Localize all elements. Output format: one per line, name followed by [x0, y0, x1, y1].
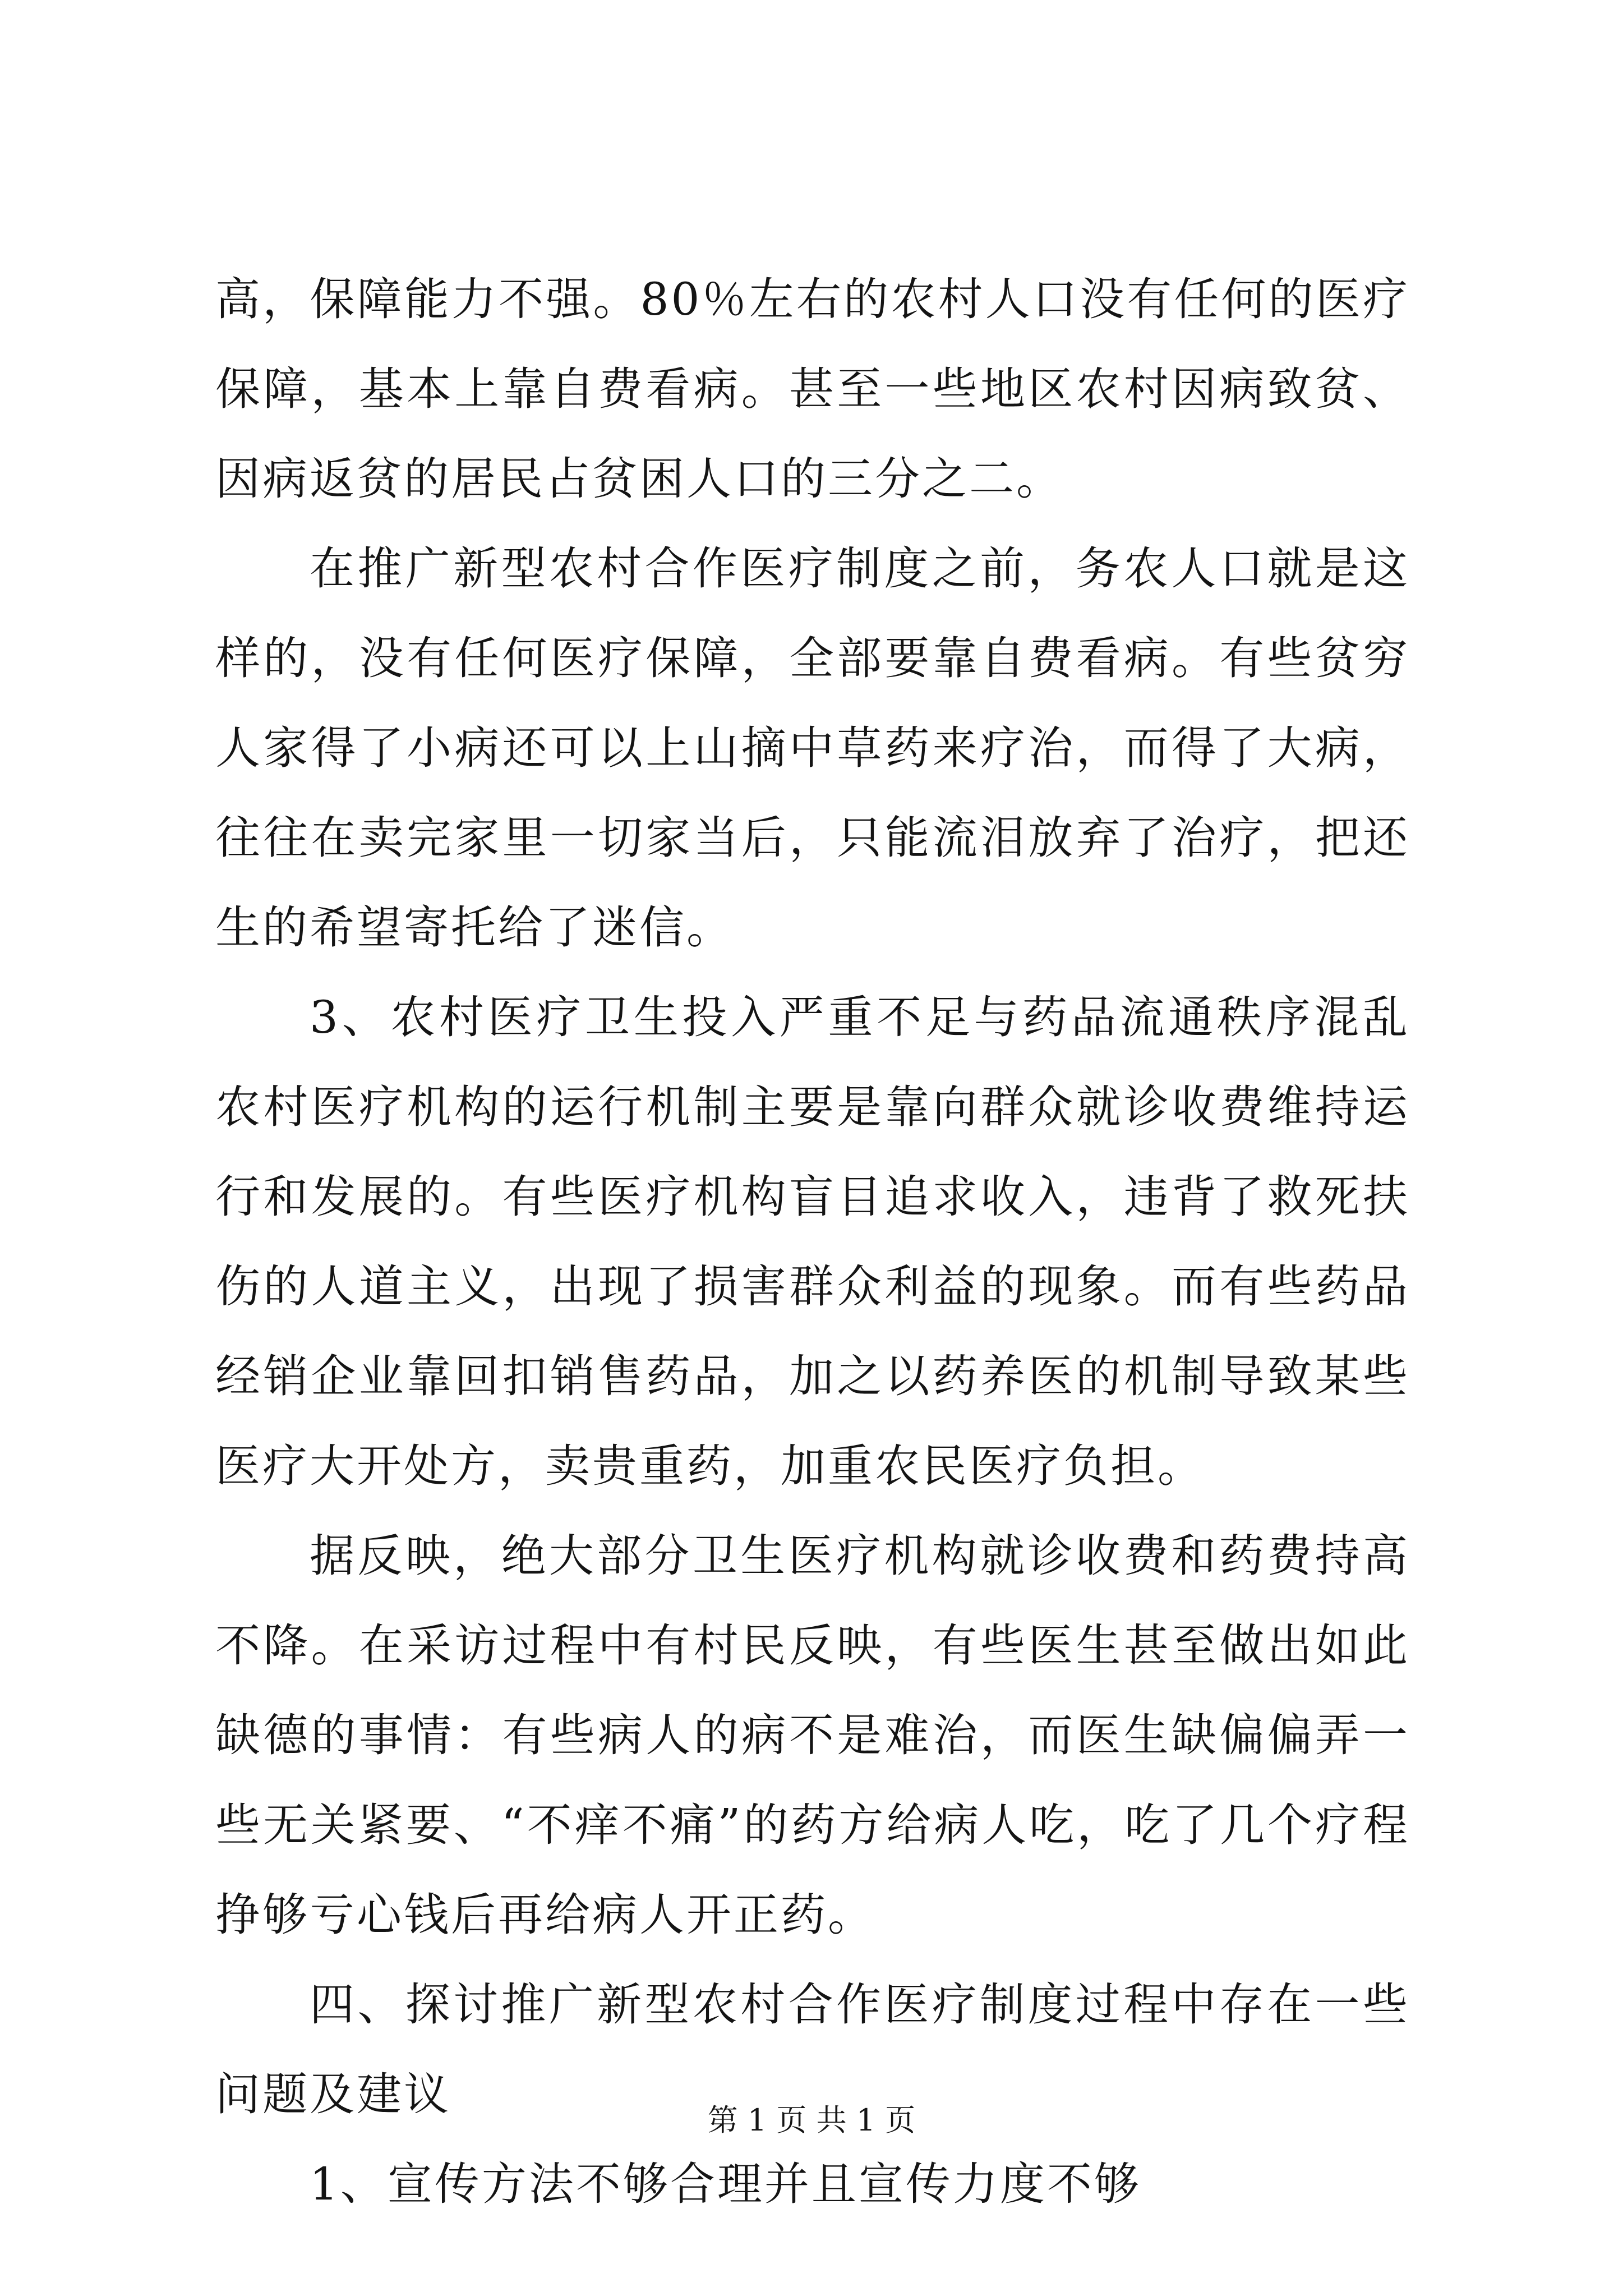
paragraph-4: 据反映，绝大部分卫生医疗机构就诊收费和药费持高不降。在采访过程中有村民反映，有些医生甚至做出如此缺德的事情：有些病人的病不是难治，而医生缺偏偏弄一些无关紧要、“不痒不痛”的药方给病人吃，吃了几个疗程挣够亏心钱后再给病人开正药。 — [215, 1530, 1410, 1941]
paragraph-2: 在推广新型农村合作医疗制度之前，务农人口就是这样的，没有任何医疗保障，全部要靠自费看病。有些贫穷人家得了小病还可以上山摘中草药来疗治，而得了大病，往往在卖完家里一切家当后，只能流泪放弃了治疗，把还生的希望寄托给了迷信。 — [215, 542, 1410, 954]
paragraph-3: 3、农村医疗卫生投入严重不足与药品流通秩序混乱农村医疗机构的运行机制主要是靠向群众就诊收费维持运行和发展的。有些医疗机构盲目追求收入，违背了救死扶伤的人道主义，出现了损害群众利益的现象。而有些药品经销企业靠回扣销售药品，加之以药养医的机制导致某些医疗大开处方，卖贵重药，加重农民医疗负担。 — [215, 991, 1410, 1492]
subsection-heading-1: 1、宣传方法不够合理并且宣传力度不够 — [310, 2158, 1141, 2210]
document-body — [215, 255, 1410, 2229]
page-footer: 第 1 页 共 1 页 — [707, 2102, 916, 2138]
paragraph-1: 高，保障能力不强。80％左右的农村人口没有任何的医疗保障，基本上靠自费看病。甚至一些地区农村因病致贫、因病返贫的居民占贫困人口的三分之二。 — [215, 273, 1410, 505]
section-heading-4: 四、探讨推广新型农村合作医疗制度过程中存在一些问题及建议 — [215, 1978, 1410, 2120]
